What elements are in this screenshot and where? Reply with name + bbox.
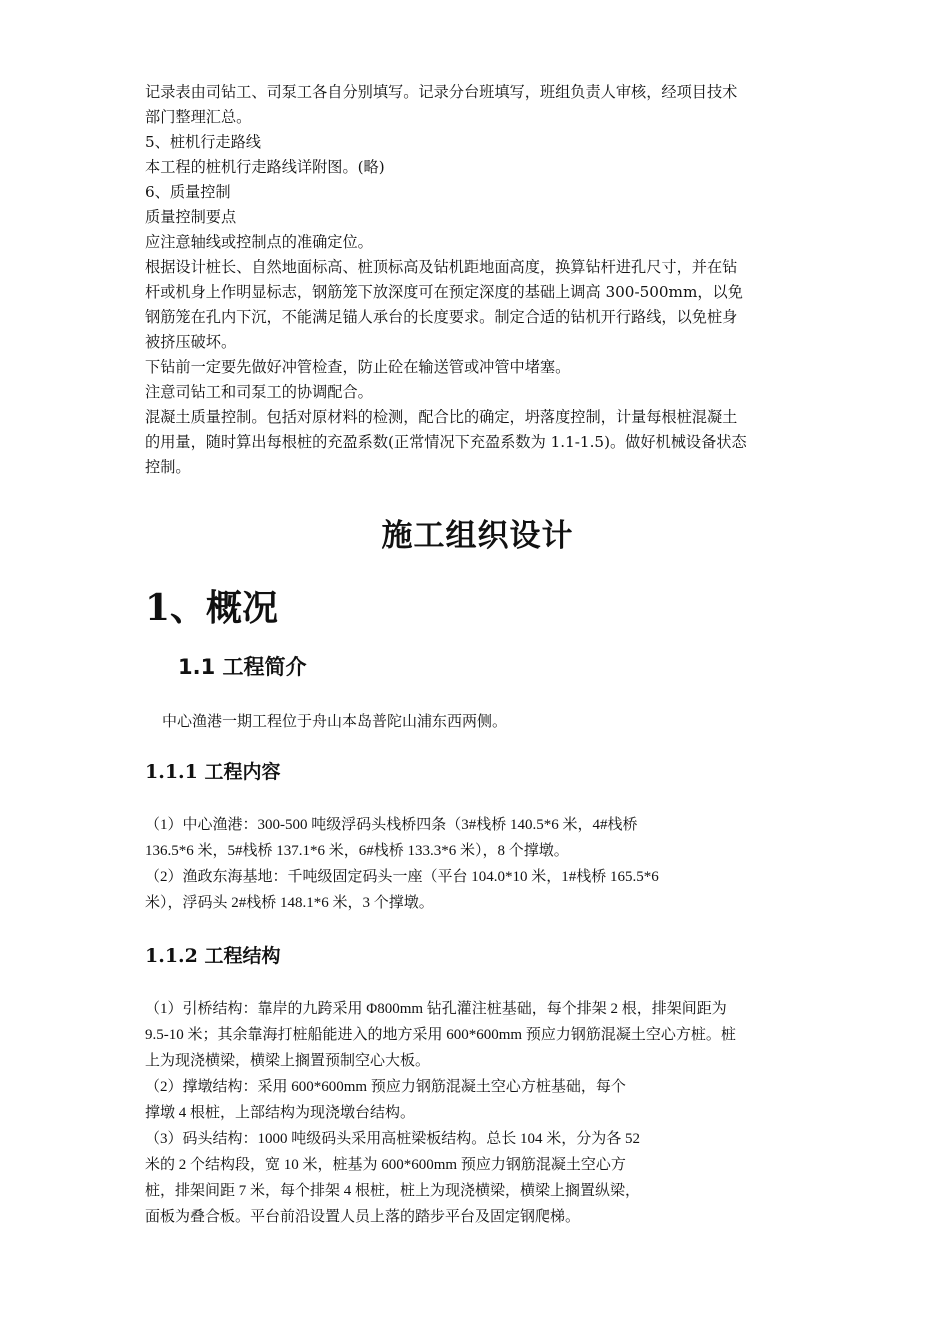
body-line: 部门整理汇总。: [145, 108, 252, 126]
body-line: 记录表由司钻工、司泵工各自分别填写。记录分台班填写，班组负责人审核，经项目技术: [145, 83, 738, 101]
list-line: 面板为叠合板。平台前沿设置人员上落的踏步平台及固定钢爬梯。: [145, 1209, 581, 1225]
heading-level-1: 1、概况: [145, 587, 279, 629]
list-line: 桩，排架间距 7 米，每个排架 4 根桩，桩上为现浇横梁，横梁上搁置纵梁，: [145, 1183, 641, 1199]
body-line: 6、质量控制: [145, 183, 231, 201]
body-line: 被挤压破坏。: [145, 333, 237, 351]
engineering-content-list: [145, 812, 810, 916]
body-line: 5、桩机行走路线: [145, 133, 261, 151]
body-line: 下钻前一定要先做好冲管检查，防止砼在输送管或冲管中堵塞。: [145, 358, 571, 376]
body-line: 钢筋笼在孔内下沉，不能满足锚人承台的长度要求。制定合适的钻机开行路线，以免桩身: [145, 308, 738, 326]
engineering-structure-list: [145, 996, 810, 1230]
intro-paragraph: 中心渔港一期工程位于舟山本岛普陀山浦东西两侧。: [162, 712, 508, 730]
body-line: 质量控制要点: [145, 208, 237, 226]
body-line: 根据设计桩长、自然地面标高、桩顶标高及钻机距地面高度，换算钻杆进孔尺寸，并在钻: [145, 258, 738, 276]
heading-engineering-content: 1.1.1 工程内容: [145, 761, 281, 783]
body-line: 注意司钻工和司泵工的协调配合。: [145, 383, 373, 401]
list-line: 米），浮码头 2#栈桥 148.1*6 米，3 个撑墩。: [145, 895, 434, 911]
list-line: （1）引桥结构：靠岸的九跨采用 Φ800mm 钻孔灌注桩基础，每个排架 2 根，排架间距为: [145, 1001, 727, 1017]
list-line: 撑墩 4 根桩，上部结构为现浇墩台结构。: [145, 1105, 416, 1121]
heading-level-2: 1.1 工程简介: [178, 655, 307, 679]
body-line: 杆或机身上作明显标志，钢筋笼下放深度可在预定深度的基础上调高 300-500mm，以免: [145, 283, 743, 301]
body-line: 的用量，随时算出每根桩的充盈系数(正常情况下充盈系数为 1.1-1.5)。做好机械设备状态: [145, 433, 747, 451]
list-line: （3）码头结构：1000 吨级码头采用高桩梁板结构。总长 104 米，分为各 52: [145, 1131, 641, 1147]
body-line: 本工程的桩机行走路线详附图。(略): [145, 158, 385, 176]
body-line: 混凝土质量控制。包括对原材料的检测，配合比的确定，坍落度控制，计量每根桩混凝土: [145, 408, 738, 426]
list-line: （2）撑墩结构：采用 600*600mm 预应力钢筋混凝土空心方桩基础，每个: [145, 1079, 626, 1095]
list-line: 米的 2 个结构段，宽 10 米，桩基为 600*600mm 预应力钢筋混凝土空心方: [145, 1157, 626, 1173]
heading-engineering-structure: 1.1.2 工程结构: [145, 945, 281, 967]
list-line: 9.5-10 米；其余靠海打桩船能进入的地方采用 600*600mm 预应力钢筋混凝土空心方桩。桩: [145, 1027, 736, 1043]
list-line: （1）中心渔港：300-500 吨级浮码头栈桥四条（3#栈桥 140.5*6 米，4#栈桥: [145, 817, 638, 833]
body-line: 控制。: [145, 458, 191, 476]
quality-control-section: [145, 80, 810, 480]
list-line: （2）渔政东海基地：千吨级固定码头一座（平台 104.0*10 米，1#栈桥 165.5*6: [145, 869, 659, 885]
list-line: 136.5*6 米，5#栈桥 137.1*6 米，6#栈桥 133.3*6 米），8 个撑墩。: [145, 843, 569, 859]
document-title: 施工组织设计: [381, 518, 574, 554]
body-line: 应注意轴线或控制点的准确定位。: [145, 233, 373, 251]
document-content: [145, 80, 810, 1230]
list-line: 上为现浇横梁，横梁上搁置预制空心大板。: [145, 1053, 431, 1069]
